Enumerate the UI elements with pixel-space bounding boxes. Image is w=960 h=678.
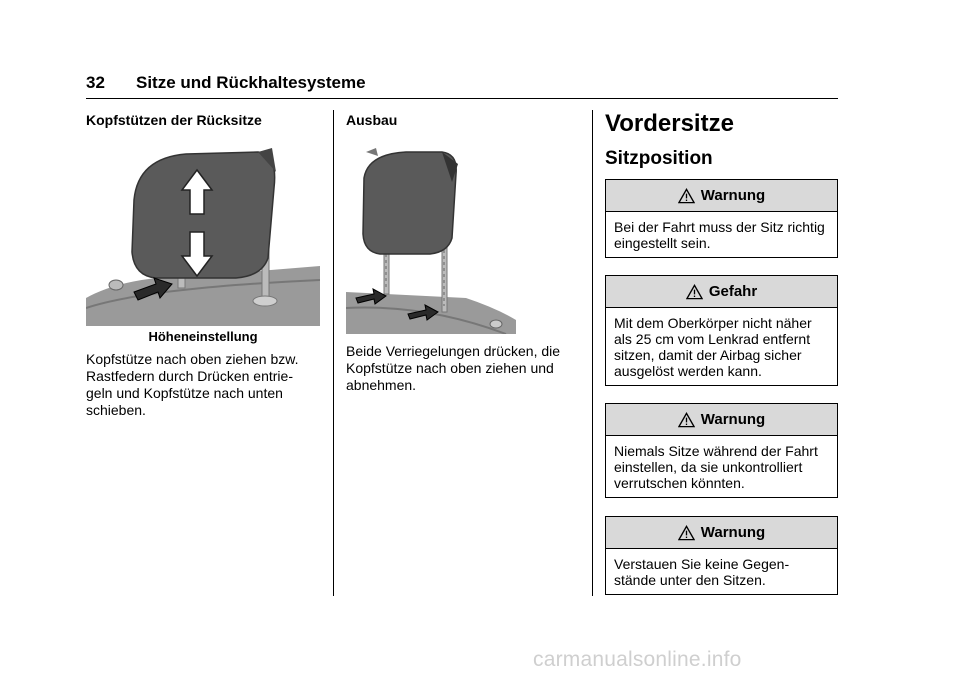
warning-text: Bei der Fahrt muss der Sitz richtig eingestellt sein. xyxy=(614,219,825,251)
warning-box-1 xyxy=(605,179,838,258)
warning-box-2 xyxy=(605,403,838,498)
middle-body-text: Beide Verriegelungen drücken, die Kopfstütze nach oben ziehen und abnehmen. xyxy=(346,343,561,393)
warning-text: Verstauen Sie keine Gegen- stände unter den Sitzen. xyxy=(614,556,790,588)
left-body-text: Kopfstütze nach oben ziehen bzw. Rastfedern durch Drücken entrie- geln und Kopfstütze nach unten schieben. xyxy=(86,351,299,418)
warning-triangle-icon xyxy=(678,412,695,428)
danger-box xyxy=(605,275,838,386)
warning-label: Warnung xyxy=(700,187,766,204)
warning-text: Niemals Sitze während der Fahrt einstellen, da sie unkontrolliert verrutschen könnten. xyxy=(614,443,818,491)
chapter-title: Sitze und Rückhaltesysteme xyxy=(136,73,366,92)
headrest-height-illustration xyxy=(86,148,320,326)
left-column xyxy=(86,108,320,128)
danger-label: Gefahr xyxy=(708,283,758,300)
warning-triangle-icon xyxy=(678,525,695,541)
left-figure-caption: Höheneinstellung xyxy=(148,329,258,344)
middle-heading: Ausbau xyxy=(346,112,398,128)
warning-triangle-icon xyxy=(686,284,703,300)
section-subtitle: Sitzposition xyxy=(605,148,713,169)
left-heading: Kopfstützen der Rücksitze xyxy=(86,112,262,128)
danger-box-header xyxy=(606,276,837,308)
warning-box-header xyxy=(606,180,837,212)
watermark: carmanualsonline.info xyxy=(533,648,742,671)
danger-text: Mit dem Oberkörper nicht näher als 25 cm vom Lenkrad entfernt sitzen, damit der Airbag sicher ausgelöst werden kann. xyxy=(614,315,812,379)
column-divider-2 xyxy=(592,110,593,596)
middle-column xyxy=(346,108,574,128)
section-title: Vordersitze xyxy=(605,110,734,137)
page-header xyxy=(86,70,838,99)
warning-box-header xyxy=(606,404,837,436)
page-number: 32 xyxy=(86,73,105,92)
warning-label: Warnung xyxy=(700,411,766,428)
warning-triangle-icon xyxy=(678,188,695,204)
headrest-removal-illustration xyxy=(346,148,516,334)
warning-box-3 xyxy=(605,516,838,595)
warning-label: Warnung xyxy=(700,524,766,541)
column-divider-1 xyxy=(333,110,334,596)
warning-box-header xyxy=(606,517,837,549)
